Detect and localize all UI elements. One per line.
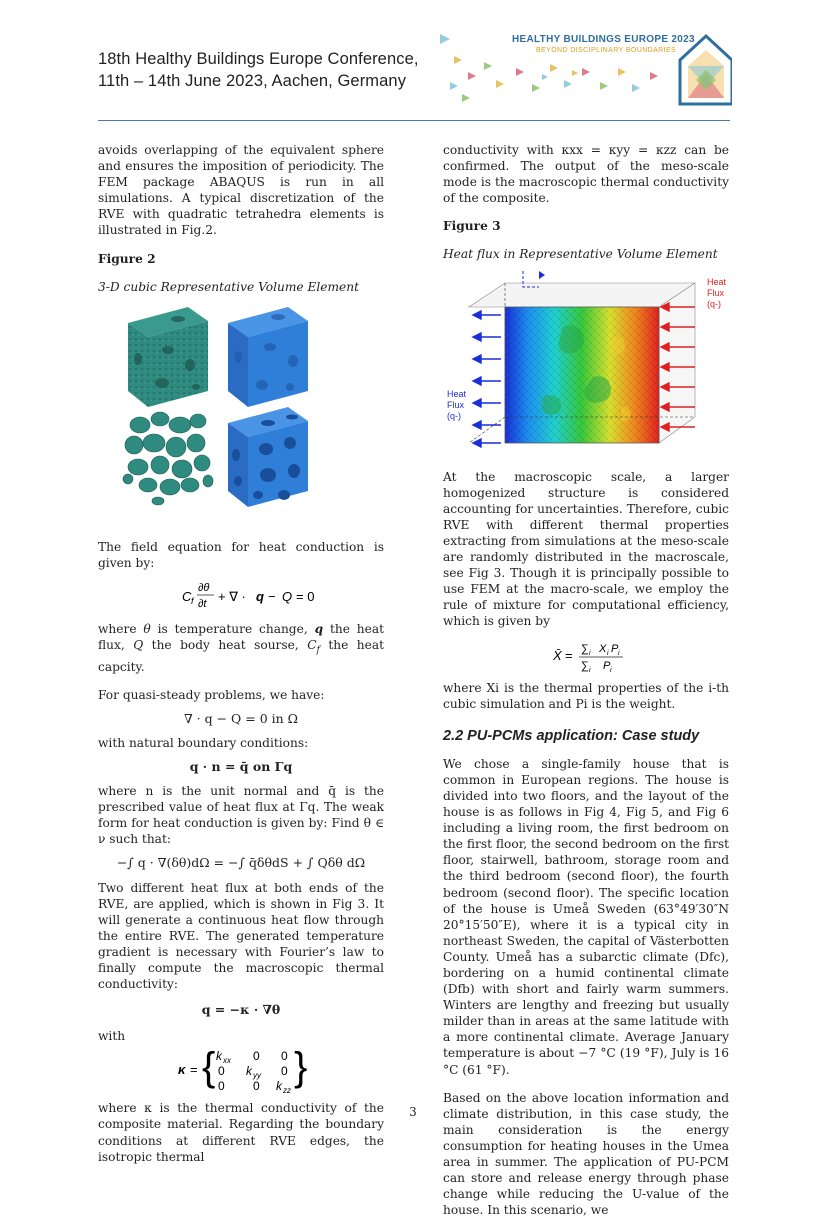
svg-text:i: i bbox=[607, 649, 609, 657]
svg-text:i: i bbox=[589, 666, 591, 674]
svg-text:k: k bbox=[246, 1064, 252, 1079]
svg-text:=: = bbox=[565, 647, 573, 663]
figure-3-image bbox=[443, 267, 729, 457]
paragraph-macroscopic: At the macroscopic scale, a larger homogenized structure is considered accounting for uncertainties. Therefore, cubic RVE with different thermal properties extracting from simulations at the meso-scale are randomly distributed in the macroscale, see Fig 3. Though it is principally possible to use FEM at the macro-scale, we employ the rule of mixture for computational efficiency, which is given by bbox=[443, 469, 729, 629]
figure-3-label: Figure 3 bbox=[443, 219, 501, 234]
svg-text:X: X bbox=[599, 642, 607, 655]
equation-quasi-steady bbox=[98, 711, 384, 727]
svg-text:i: i bbox=[618, 649, 620, 657]
blue-cube-voids bbox=[228, 407, 308, 507]
text-heat-flux: the heat flux, bbox=[98, 621, 384, 653]
svg-text:0: 0 bbox=[218, 1064, 225, 1079]
svg-text:i: i bbox=[610, 666, 612, 674]
paragraph-house: We chose a single-family house that is common in European regions. The house is divided into two floors, and the layout of the house is as follows in Fig 4, Fig 5, and Fig 6 including a living room, the first bedroom on the first floor, the second bedroom on the first floor, stairwell, bathroom, storage room and the third bedroom (second floor), the fourth bedroom (second floor). The specific location of the house is Umeå Sweden (63°49′30″N 20°15′50″E), where it is a typical city in northeast Sweden, the capital of Västerbotten County. Umeå has a subarctic climate (Dfc), bordering on a humid continental climate (Dfb) with short and fairly warm summers. Winters are lengthy and freezing but usually milder than in areas at the same latitude with a more continental climate. Average January temperature is about −7 °C (19 °F), July is 16 °C (61 °F). bbox=[443, 756, 729, 1077]
svg-text:0: 0 bbox=[253, 1049, 260, 1064]
text-heat-capacity: the heat capcity. bbox=[98, 638, 384, 674]
equation-2-text: ∇ · q − Q = 0 in Ω bbox=[183, 710, 299, 726]
equation-5-text: q = −κ · ∇θ bbox=[201, 1002, 281, 1018]
equation-weak-form bbox=[98, 855, 384, 871]
text-body-heat: the body heat sourse, bbox=[143, 638, 308, 653]
svg-text:=: = bbox=[190, 1062, 198, 1078]
svg-text:k: k bbox=[276, 1079, 282, 1094]
equation-boundary bbox=[98, 759, 384, 775]
symbol-Q: Q bbox=[133, 638, 144, 653]
svg-text:−: − bbox=[268, 588, 276, 604]
right-column bbox=[443, 142, 729, 1218]
logo-subtitle: BEYOND DISCIPLINARY BOUNDARIES bbox=[536, 47, 677, 54]
svg-text:= 0: = 0 bbox=[296, 588, 315, 604]
page-number: 3 bbox=[409, 1105, 417, 1119]
paragraph-location: Based on the above location information and climate distribution, in this case study, the main consideration is the energy consumption for heating houses in the Umea area in summer. The application of PU-PCM can store and release energy through phase change while reducing the U-value of the house. In this scenario, we bbox=[443, 1090, 729, 1218]
figure-2-label: Figure 2 bbox=[98, 251, 156, 266]
equation-fourier bbox=[98, 1002, 384, 1018]
figure-3-caption: Heat flux in Representative Volume Element bbox=[443, 247, 718, 262]
rve-cubes bbox=[98, 295, 384, 539]
equation-3-text: q · n = q̄ on Γq bbox=[189, 758, 293, 774]
symbol-q: q bbox=[314, 621, 324, 636]
svg-text:P: P bbox=[603, 659, 611, 672]
conference-title bbox=[98, 48, 419, 92]
paragraph-where-theta bbox=[98, 621, 384, 675]
equation-1-graphic bbox=[98, 581, 384, 611]
text-temperature-change: is temperature change, bbox=[150, 621, 315, 636]
paragraph-quasi-steady: For quasi-steady problems, we have: bbox=[98, 687, 325, 702]
figure-2-image bbox=[98, 295, 384, 539]
svg-text:∑: ∑ bbox=[581, 659, 589, 672]
heat-flux-rve bbox=[443, 267, 729, 457]
conference-logo bbox=[432, 24, 732, 106]
svg-text:∑: ∑ bbox=[581, 642, 589, 655]
svg-text:q: q bbox=[256, 588, 264, 604]
svg-text:κ: κ bbox=[178, 1062, 186, 1078]
conference-line-2: 11th – 14th June 2023, Aachen, Germany bbox=[98, 72, 407, 90]
symbol-C: C bbox=[307, 638, 317, 653]
svg-text:0: 0 bbox=[281, 1049, 288, 1064]
svg-text:∂θ: ∂θ bbox=[198, 581, 210, 594]
svg-text:0: 0 bbox=[253, 1079, 260, 1094]
equation-heat-conduction bbox=[98, 581, 384, 611]
svg-text:f: f bbox=[191, 595, 194, 606]
paragraph-where-n: where n is the unit normal and q̄ is the prescribed value of heat flux at Γq. The weak form for heat conduction is given by: Find θ ∈ ν such that: bbox=[98, 784, 384, 847]
header-divider bbox=[98, 120, 730, 121]
svg-text:0: 0 bbox=[281, 1064, 288, 1079]
teal-cube bbox=[128, 307, 208, 407]
svg-text:i: i bbox=[589, 649, 591, 657]
svg-text:yy: yy bbox=[253, 1071, 261, 1081]
equation-rule-of-mixture bbox=[443, 638, 729, 674]
svg-text:k: k bbox=[216, 1049, 222, 1064]
svg-text:zz: zz bbox=[283, 1086, 291, 1096]
symbol-f: f bbox=[316, 645, 320, 656]
paragraph-where-kappa: where κ is the thermal conductivity of the composite material. Regarding the boundary conditions at different RVE edges, the isotropic thermal bbox=[98, 1101, 384, 1164]
paragraph-field-equation: The field equation for heat conduction is given by: bbox=[98, 539, 384, 570]
svg-text:P: P bbox=[611, 642, 619, 655]
teal-particles bbox=[123, 412, 213, 505]
kappa-matrix-graphic bbox=[98, 1044, 384, 1096]
paragraph-with: with bbox=[98, 1029, 126, 1044]
logo-title: HEALTHY BUILDINGS EUROPE 2023 bbox=[512, 34, 695, 45]
section-heading-case-study: 2.2 PU-PCMs application: Case study bbox=[443, 727, 700, 744]
paragraph-intro: avoids overlapping of the equivalent sphere and ensures the imposition of periodicity. The FEM package ABAQUS is run in all simulations. A typical discretization of the RVE with quadratic tetrahedra elements is illustrated in Fig.2. bbox=[98, 143, 384, 238]
equation-4-text: −∫ q · ∇(δθ)dΩ = −∫ q̄δθdS + ∫ Qδθ dΩ bbox=[116, 855, 366, 871]
paragraph-conductivity: conductivity with κxx = κyy = κzz can be confirmed. The output of the meso-scale mode is the macroscopic thermal conductivity of the composite. bbox=[443, 143, 729, 206]
symbol-theta: θ bbox=[143, 621, 151, 636]
blue-cube bbox=[228, 307, 308, 407]
svg-text:C: C bbox=[182, 588, 192, 604]
heat-flux-left-line-3: (q-) bbox=[447, 410, 461, 421]
left-column bbox=[98, 142, 384, 1165]
svg-text:Q: Q bbox=[282, 588, 293, 604]
heat-flux-right-line-2: Flux bbox=[707, 287, 725, 298]
paragraph-natural-bc: with natural boundary conditions: bbox=[98, 735, 309, 750]
heat-flux-right-line-1: Heat bbox=[707, 276, 727, 287]
svg-text:∂t: ∂t bbox=[198, 597, 207, 610]
svg-text:X̄: X̄ bbox=[553, 647, 562, 663]
figure-2-caption: 3-D cubic Representative Volume Element bbox=[98, 279, 360, 294]
heat-flux-left-line-2: Flux bbox=[447, 399, 465, 410]
paragraph-two-heat-flux: Two different heat flux at both ends of the RVE, are applied, which is shown in Fig 3. It will generate a continuous heat flow through the entire RVE. The generated temperature gradient is necessary with Fourier’s law to finally compute the macroscopic thermal conductivity: bbox=[98, 880, 384, 992]
text-where: where bbox=[98, 621, 144, 636]
conference-line-1: 18th Healthy Buildings Europe Conference, bbox=[98, 50, 419, 68]
svg-text:{: { bbox=[202, 1045, 216, 1090]
equation-kappa-matrix bbox=[98, 1044, 384, 1096]
svg-text:0: 0 bbox=[218, 1079, 225, 1094]
svg-text:}: } bbox=[294, 1045, 308, 1090]
equation-6-graphic bbox=[443, 638, 729, 674]
heat-flux-right-line-3: (q-) bbox=[707, 298, 721, 309]
paragraph-where-xi: where Xi is the thermal properties of the i-th cubic simulation and Pi is the weight. bbox=[443, 680, 729, 711]
heat-flux-left-line-1: Heat bbox=[447, 388, 467, 399]
svg-text:xx: xx bbox=[223, 1056, 231, 1066]
svg-text:+ ∇ ·: + ∇ · bbox=[218, 588, 246, 604]
